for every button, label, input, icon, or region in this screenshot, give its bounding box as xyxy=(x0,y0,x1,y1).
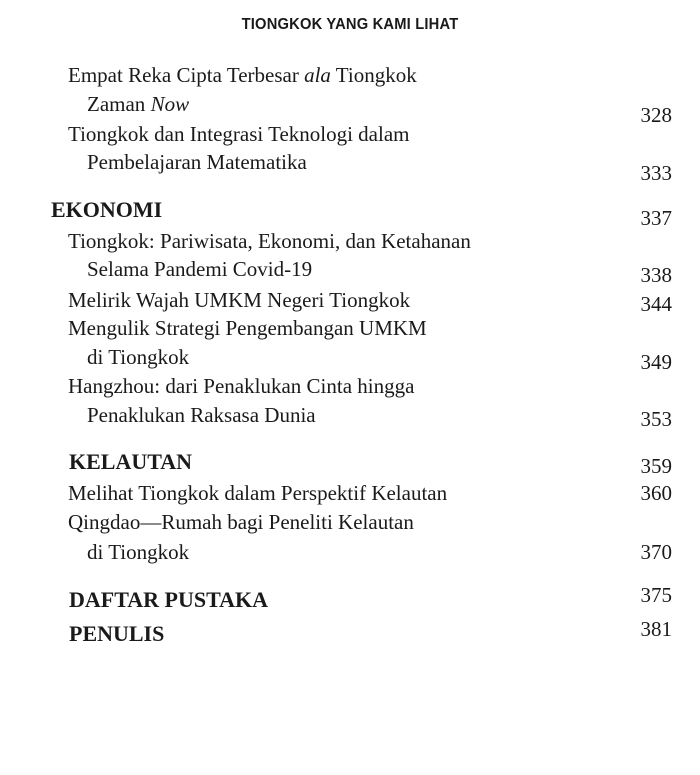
entry-text: Empat Reka Cipta Terbesar xyxy=(68,63,305,87)
toc-entry-title-cont: di Tiongkok xyxy=(87,540,190,564)
toc-entry-title: Melirik Wajah UMKM Negeri Tiongkok xyxy=(68,288,411,312)
toc-entry-title xyxy=(68,62,417,88)
section-heading-kelautan: KELAUTAN xyxy=(69,449,193,474)
entry-text: Tiongkok xyxy=(330,63,417,87)
page-number: 344 xyxy=(640,292,672,316)
toc-entry-title: Mengulik Strategi Pengembangan UMKM xyxy=(68,316,427,340)
entry-text-italic: Now xyxy=(150,92,190,116)
toc-entry-title: Qingdao—Rumah bagi Peneliti Kelautan xyxy=(68,510,414,534)
toc-entry-title: Hangzhou: dari Penaklukan Cinta hingga xyxy=(68,374,415,398)
page-number: 328 xyxy=(640,103,672,127)
section-heading-penulis: PENULIS xyxy=(69,621,165,646)
page-number: 359 xyxy=(640,454,672,478)
page-number: 375 xyxy=(640,583,672,607)
page-number: 349 xyxy=(640,350,672,374)
toc-entry-title: Melihat Tiongkok dalam Perspektif Kelautan xyxy=(68,481,448,505)
running-head: TIONGKOK YANG KAMI LIHAT xyxy=(241,16,459,33)
section-heading-ekonomi: EKONOMI xyxy=(51,197,163,222)
toc-entry-title-cont: Pembelajaran Matematika xyxy=(87,150,307,174)
entry-text-italic: ala xyxy=(304,63,331,87)
toc-entry-title: Tiongkok: Pariwisata, Ekonomi, dan Ketahanan xyxy=(68,229,471,253)
page-number: 338 xyxy=(640,263,672,287)
toc-entry-title-cont: di Tiongkok xyxy=(87,345,190,369)
page-number: 353 xyxy=(640,407,672,431)
toc-entry-title: Tiongkok dan Integrasi Teknologi dalam xyxy=(68,122,410,146)
page-number: 333 xyxy=(640,161,672,185)
page-number: 337 xyxy=(640,206,672,230)
page-number: 381 xyxy=(640,617,672,641)
toc-entry-title-cont: Selama Pandemi Covid-19 xyxy=(87,257,313,281)
toc-entry-title-cont xyxy=(87,91,189,117)
page-number: 370 xyxy=(640,540,672,564)
toc-entry-title-cont: Penaklukan Raksasa Dunia xyxy=(87,403,316,427)
page-number: 360 xyxy=(640,481,672,505)
entry-text: Zaman xyxy=(87,92,151,116)
section-heading-daftar-pustaka: DAFTAR PUSTAKA xyxy=(69,587,269,612)
